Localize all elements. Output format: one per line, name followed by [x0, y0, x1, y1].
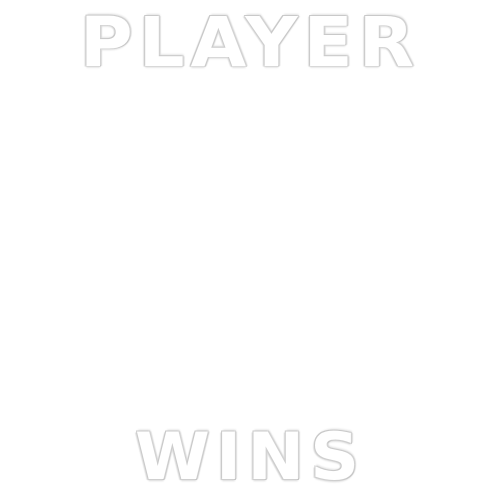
result-title-wins: WINS	[134, 420, 366, 496]
result-title-player: PLAYER	[79, 2, 421, 82]
